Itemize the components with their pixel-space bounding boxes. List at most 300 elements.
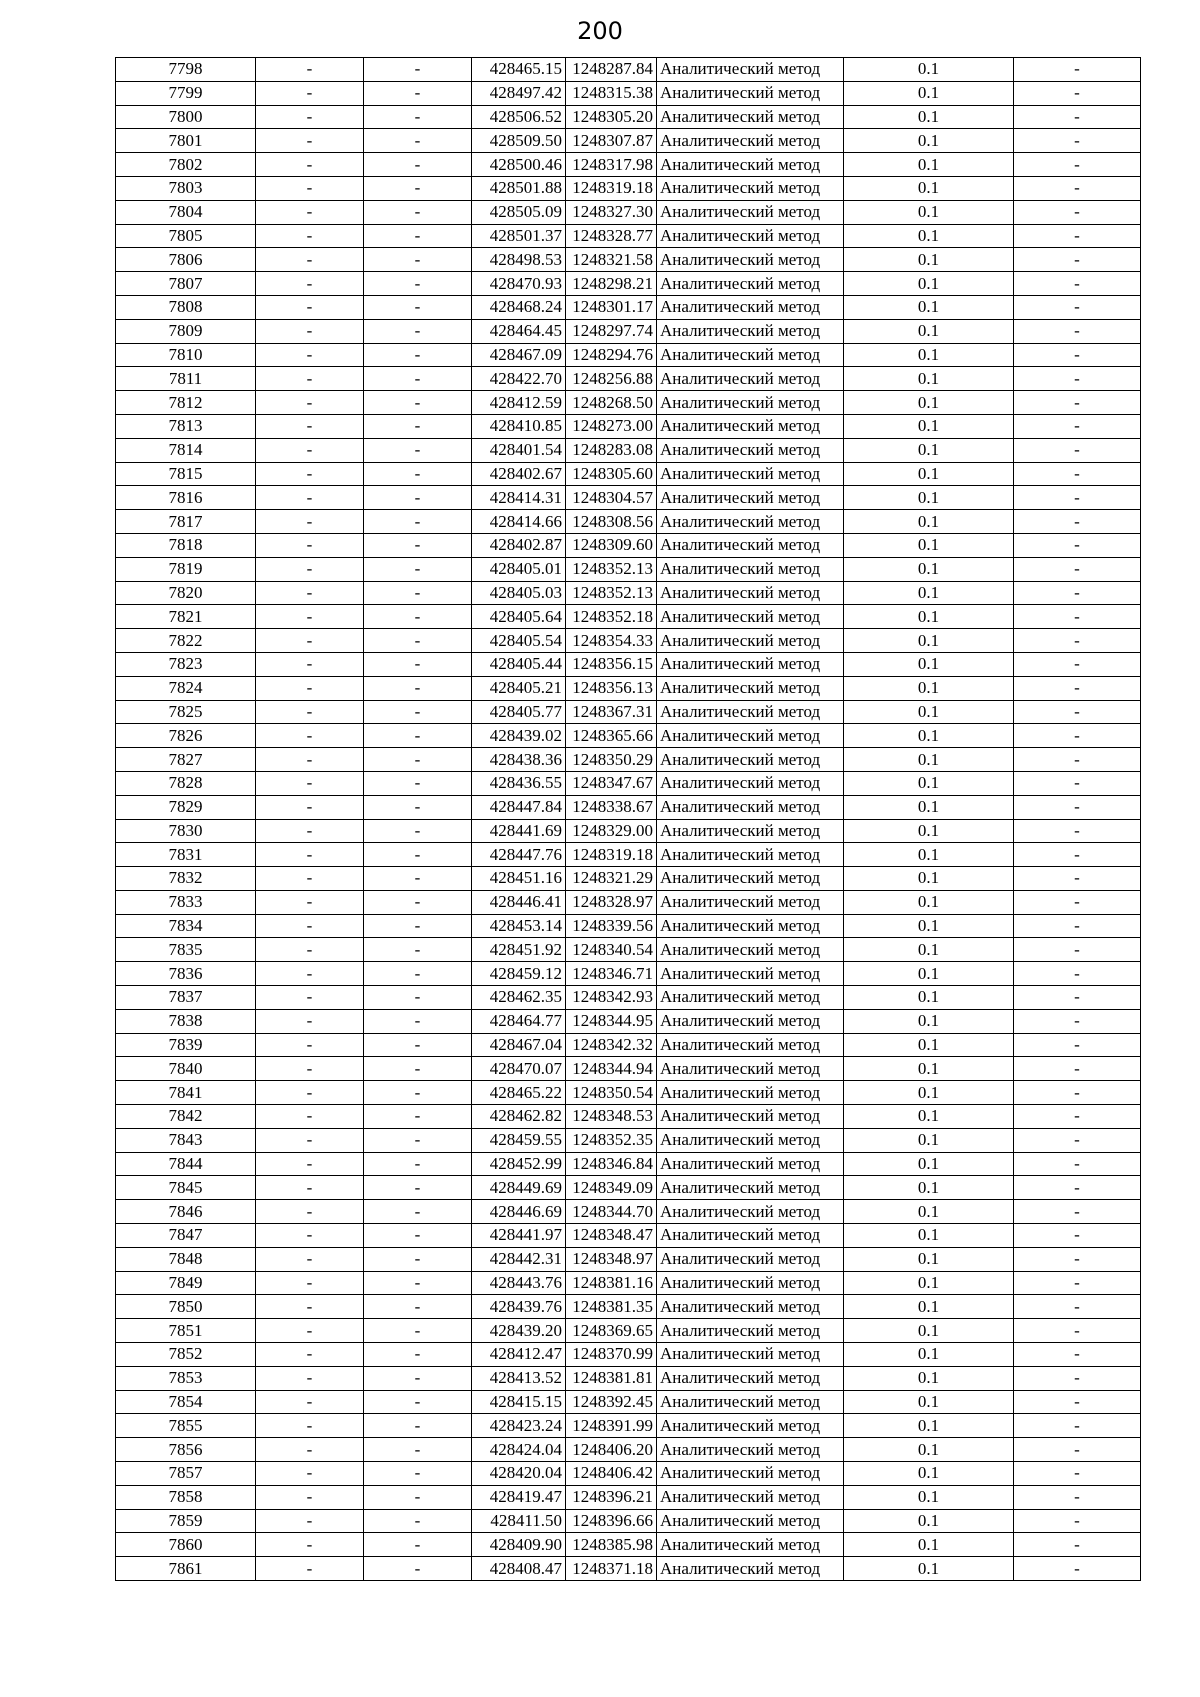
point-number-cell: 7827 <box>116 748 256 772</box>
table-row <box>116 986 1141 1010</box>
note-cell: - <box>1014 1105 1141 1129</box>
precision-cell: 0.1 <box>844 414 1014 438</box>
note-cell: - <box>1014 81 1141 105</box>
y-coordinate-cell: 1248283.08 <box>566 438 657 462</box>
point-number-cell: 7832 <box>116 867 256 891</box>
table-row <box>116 1438 1141 1462</box>
note-cell: - <box>1014 486 1141 510</box>
point-number-cell: 7831 <box>116 843 256 867</box>
method-cell: Аналитический метод <box>657 248 844 272</box>
method-cell: Аналитический метод <box>657 533 844 557</box>
empty-value-cell: - <box>364 248 472 272</box>
method-cell: Аналитический метод <box>657 486 844 510</box>
empty-value-cell: - <box>364 81 472 105</box>
empty-value-cell: - <box>256 200 364 224</box>
note-cell: - <box>1014 533 1141 557</box>
method-cell: Аналитический метод <box>657 367 844 391</box>
precision-cell: 0.1 <box>844 1152 1014 1176</box>
method-cell: Аналитический метод <box>657 652 844 676</box>
method-cell: Аналитический метод <box>657 1533 844 1557</box>
empty-value-cell: - <box>364 914 472 938</box>
x-coordinate-cell: 428441.97 <box>472 1224 566 1248</box>
empty-value-cell: - <box>256 890 364 914</box>
point-number-cell: 7799 <box>116 81 256 105</box>
x-coordinate-cell: 428405.01 <box>472 557 566 581</box>
table-row <box>116 1009 1141 1033</box>
empty-value-cell: - <box>256 1462 364 1486</box>
point-number-cell: 7828 <box>116 771 256 795</box>
y-coordinate-cell: 1248327.30 <box>566 200 657 224</box>
point-number-cell: 7841 <box>116 1081 256 1105</box>
empty-value-cell: - <box>364 367 472 391</box>
method-cell: Аналитический метод <box>657 295 844 319</box>
empty-value-cell: - <box>256 1247 364 1271</box>
empty-value-cell: - <box>256 938 364 962</box>
method-cell: Аналитический метод <box>657 200 844 224</box>
precision-cell: 0.1 <box>844 843 1014 867</box>
method-cell: Аналитический метод <box>657 1485 844 1509</box>
point-number-cell: 7855 <box>116 1414 256 1438</box>
x-coordinate-cell: 428462.82 <box>472 1105 566 1129</box>
method-cell: Аналитический метод <box>657 724 844 748</box>
empty-value-cell: - <box>256 343 364 367</box>
empty-value-cell: - <box>256 1485 364 1509</box>
table-body <box>116 58 1141 1581</box>
empty-value-cell: - <box>256 724 364 748</box>
precision-cell: 0.1 <box>844 1176 1014 1200</box>
empty-value-cell: - <box>364 176 472 200</box>
point-number-cell: 7815 <box>116 462 256 486</box>
table-row <box>116 1152 1141 1176</box>
note-cell: - <box>1014 1462 1141 1486</box>
empty-value-cell: - <box>256 1105 364 1129</box>
empty-value-cell: - <box>364 224 472 248</box>
method-cell: Аналитический метод <box>657 581 844 605</box>
x-coordinate-cell: 428465.15 <box>472 58 566 82</box>
precision-cell: 0.1 <box>844 914 1014 938</box>
empty-value-cell: - <box>256 295 364 319</box>
precision-cell: 0.1 <box>844 1485 1014 1509</box>
empty-value-cell: - <box>256 819 364 843</box>
empty-value-cell: - <box>364 652 472 676</box>
y-coordinate-cell: 1248329.00 <box>566 819 657 843</box>
empty-value-cell: - <box>256 58 364 82</box>
precision-cell: 0.1 <box>844 748 1014 772</box>
table-row <box>116 1414 1141 1438</box>
method-cell: Аналитический метод <box>657 1081 844 1105</box>
empty-value-cell: - <box>364 938 472 962</box>
precision-cell: 0.1 <box>844 129 1014 153</box>
note-cell: - <box>1014 867 1141 891</box>
x-coordinate-cell: 428468.24 <box>472 295 566 319</box>
x-coordinate-cell: 428424.04 <box>472 1438 566 1462</box>
precision-cell: 0.1 <box>844 1081 1014 1105</box>
empty-value-cell: - <box>364 1414 472 1438</box>
note-cell: - <box>1014 1152 1141 1176</box>
precision-cell: 0.1 <box>844 557 1014 581</box>
y-coordinate-cell: 1248396.21 <box>566 1485 657 1509</box>
empty-value-cell: - <box>364 962 472 986</box>
y-coordinate-cell: 1248328.97 <box>566 890 657 914</box>
point-number-cell: 7840 <box>116 1057 256 1081</box>
table-row <box>116 272 1141 296</box>
empty-value-cell: - <box>364 1200 472 1224</box>
method-cell: Аналитический метод <box>657 1152 844 1176</box>
x-coordinate-cell: 428405.54 <box>472 629 566 653</box>
point-number-cell: 7829 <box>116 795 256 819</box>
empty-value-cell: - <box>256 438 364 462</box>
method-cell: Аналитический метод <box>657 510 844 534</box>
note-cell: - <box>1014 414 1141 438</box>
y-coordinate-cell: 1248381.35 <box>566 1295 657 1319</box>
table-row <box>116 1224 1141 1248</box>
empty-value-cell: - <box>256 962 364 986</box>
point-number-cell: 7852 <box>116 1343 256 1367</box>
point-number-cell: 7805 <box>116 224 256 248</box>
point-number-cell: 7824 <box>116 676 256 700</box>
x-coordinate-cell: 428412.59 <box>472 391 566 415</box>
y-coordinate-cell: 1248305.60 <box>566 462 657 486</box>
point-number-cell: 7851 <box>116 1319 256 1343</box>
x-coordinate-cell: 428453.14 <box>472 914 566 938</box>
note-cell: - <box>1014 581 1141 605</box>
y-coordinate-cell: 1248352.18 <box>566 605 657 629</box>
empty-value-cell: - <box>256 153 364 177</box>
empty-value-cell: - <box>256 486 364 510</box>
method-cell: Аналитический метод <box>657 557 844 581</box>
y-coordinate-cell: 1248319.18 <box>566 176 657 200</box>
method-cell: Аналитический метод <box>657 1105 844 1129</box>
table-row <box>116 81 1141 105</box>
method-cell: Аналитический метод <box>657 105 844 129</box>
table-row <box>116 462 1141 486</box>
point-number-cell: 7811 <box>116 367 256 391</box>
point-number-cell: 7854 <box>116 1390 256 1414</box>
table-row <box>116 1319 1141 1343</box>
x-coordinate-cell: 428420.04 <box>472 1462 566 1486</box>
x-coordinate-cell: 428459.55 <box>472 1128 566 1152</box>
empty-value-cell: - <box>364 771 472 795</box>
point-number-cell: 7814 <box>116 438 256 462</box>
x-coordinate-cell: 428467.04 <box>472 1033 566 1057</box>
note-cell: - <box>1014 58 1141 82</box>
precision-cell: 0.1 <box>844 700 1014 724</box>
precision-cell: 0.1 <box>844 1509 1014 1533</box>
empty-value-cell: - <box>256 1438 364 1462</box>
x-coordinate-cell: 428410.85 <box>472 414 566 438</box>
x-coordinate-cell: 428443.76 <box>472 1271 566 1295</box>
method-cell: Аналитический метод <box>657 1009 844 1033</box>
method-cell: Аналитический метод <box>657 700 844 724</box>
x-coordinate-cell: 428402.87 <box>472 533 566 557</box>
empty-value-cell: - <box>364 676 472 700</box>
method-cell: Аналитический метод <box>657 1295 844 1319</box>
table-row <box>116 510 1141 534</box>
method-cell: Аналитический метод <box>657 1390 844 1414</box>
y-coordinate-cell: 1248342.93 <box>566 986 657 1010</box>
note-cell: - <box>1014 391 1141 415</box>
note-cell: - <box>1014 248 1141 272</box>
empty-value-cell: - <box>364 58 472 82</box>
point-number-cell: 7825 <box>116 700 256 724</box>
table-row <box>116 843 1141 867</box>
table-row <box>116 1485 1141 1509</box>
empty-value-cell: - <box>256 700 364 724</box>
method-cell: Аналитический метод <box>657 319 844 343</box>
empty-value-cell: - <box>364 1057 472 1081</box>
empty-value-cell: - <box>256 391 364 415</box>
x-coordinate-cell: 428408.47 <box>472 1557 566 1581</box>
table-row <box>116 105 1141 129</box>
note-cell: - <box>1014 771 1141 795</box>
point-number-cell: 7834 <box>116 914 256 938</box>
precision-cell: 0.1 <box>844 795 1014 819</box>
empty-value-cell: - <box>256 176 364 200</box>
note-cell: - <box>1014 105 1141 129</box>
table-row <box>116 1271 1141 1295</box>
x-coordinate-cell: 428405.44 <box>472 652 566 676</box>
point-number-cell: 7809 <box>116 319 256 343</box>
table-row <box>116 676 1141 700</box>
y-coordinate-cell: 1248321.29 <box>566 867 657 891</box>
empty-value-cell: - <box>364 1224 472 1248</box>
point-number-cell: 7803 <box>116 176 256 200</box>
y-coordinate-cell: 1248391.99 <box>566 1414 657 1438</box>
empty-value-cell: - <box>256 1176 364 1200</box>
point-number-cell: 7853 <box>116 1366 256 1390</box>
method-cell: Аналитический метод <box>657 1414 844 1438</box>
table-row <box>116 1128 1141 1152</box>
precision-cell: 0.1 <box>844 1557 1014 1581</box>
empty-value-cell: - <box>256 1343 364 1367</box>
empty-value-cell: - <box>364 319 472 343</box>
method-cell: Аналитический метод <box>657 176 844 200</box>
precision-cell: 0.1 <box>844 153 1014 177</box>
method-cell: Аналитический метод <box>657 462 844 486</box>
precision-cell: 0.1 <box>844 1247 1014 1271</box>
precision-cell: 0.1 <box>844 533 1014 557</box>
empty-value-cell: - <box>364 890 472 914</box>
method-cell: Аналитический метод <box>657 1557 844 1581</box>
empty-value-cell: - <box>364 629 472 653</box>
note-cell: - <box>1014 1295 1141 1319</box>
point-number-cell: 7806 <box>116 248 256 272</box>
method-cell: Аналитический метод <box>657 343 844 367</box>
note-cell: - <box>1014 1438 1141 1462</box>
x-coordinate-cell: 428459.12 <box>472 962 566 986</box>
table-row <box>116 938 1141 962</box>
note-cell: - <box>1014 1414 1141 1438</box>
note-cell: - <box>1014 1485 1141 1509</box>
y-coordinate-cell: 1248342.32 <box>566 1033 657 1057</box>
empty-value-cell: - <box>364 1438 472 1462</box>
empty-value-cell: - <box>364 1509 472 1533</box>
point-number-cell: 7861 <box>116 1557 256 1581</box>
empty-value-cell: - <box>364 510 472 534</box>
note-cell: - <box>1014 319 1141 343</box>
note-cell: - <box>1014 652 1141 676</box>
precision-cell: 0.1 <box>844 1057 1014 1081</box>
x-coordinate-cell: 428405.21 <box>472 676 566 700</box>
precision-cell: 0.1 <box>844 1319 1014 1343</box>
table-row <box>116 200 1141 224</box>
x-coordinate-cell: 428438.36 <box>472 748 566 772</box>
x-coordinate-cell: 428451.16 <box>472 867 566 891</box>
note-cell: - <box>1014 1343 1141 1367</box>
empty-value-cell: - <box>256 581 364 605</box>
x-coordinate-cell: 428446.69 <box>472 1200 566 1224</box>
empty-value-cell: - <box>364 1533 472 1557</box>
precision-cell: 0.1 <box>844 819 1014 843</box>
point-number-cell: 7860 <box>116 1533 256 1557</box>
precision-cell: 0.1 <box>844 1343 1014 1367</box>
method-cell: Аналитический метод <box>657 224 844 248</box>
precision-cell: 0.1 <box>844 462 1014 486</box>
precision-cell: 0.1 <box>844 1366 1014 1390</box>
y-coordinate-cell: 1248365.66 <box>566 724 657 748</box>
precision-cell: 0.1 <box>844 867 1014 891</box>
x-coordinate-cell: 428422.70 <box>472 367 566 391</box>
table-row <box>116 771 1141 795</box>
point-number-cell: 7821 <box>116 605 256 629</box>
x-coordinate-cell: 428505.09 <box>472 200 566 224</box>
precision-cell: 0.1 <box>844 581 1014 605</box>
empty-value-cell: - <box>364 843 472 867</box>
x-coordinate-cell: 428470.93 <box>472 272 566 296</box>
y-coordinate-cell: 1248348.97 <box>566 1247 657 1271</box>
note-cell: - <box>1014 1081 1141 1105</box>
empty-value-cell: - <box>364 1557 472 1581</box>
table-row <box>116 176 1141 200</box>
table-row <box>116 129 1141 153</box>
precision-cell: 0.1 <box>844 986 1014 1010</box>
precision-cell: 0.1 <box>844 1533 1014 1557</box>
empty-value-cell: - <box>256 1224 364 1248</box>
point-number-cell: 7844 <box>116 1152 256 1176</box>
method-cell: Аналитический метод <box>657 438 844 462</box>
y-coordinate-cell: 1248273.00 <box>566 414 657 438</box>
empty-value-cell: - <box>364 1128 472 1152</box>
table-row <box>116 867 1141 891</box>
empty-value-cell: - <box>256 414 364 438</box>
y-coordinate-cell: 1248352.13 <box>566 557 657 581</box>
point-number-cell: 7847 <box>116 1224 256 1248</box>
empty-value-cell: - <box>364 272 472 296</box>
note-cell: - <box>1014 1247 1141 1271</box>
point-number-cell: 7818 <box>116 533 256 557</box>
empty-value-cell: - <box>256 105 364 129</box>
empty-value-cell: - <box>256 843 364 867</box>
precision-cell: 0.1 <box>844 890 1014 914</box>
empty-value-cell: - <box>256 914 364 938</box>
precision-cell: 0.1 <box>844 391 1014 415</box>
y-coordinate-cell: 1248317.98 <box>566 153 657 177</box>
note-cell: - <box>1014 129 1141 153</box>
y-coordinate-cell: 1248321.58 <box>566 248 657 272</box>
method-cell: Аналитический метод <box>657 1057 844 1081</box>
empty-value-cell: - <box>364 724 472 748</box>
precision-cell: 0.1 <box>844 200 1014 224</box>
point-number-cell: 7819 <box>116 557 256 581</box>
empty-value-cell: - <box>364 1485 472 1509</box>
table-row <box>116 1057 1141 1081</box>
point-number-cell: 7804 <box>116 200 256 224</box>
table-row <box>116 914 1141 938</box>
precision-cell: 0.1 <box>844 176 1014 200</box>
x-coordinate-cell: 428447.84 <box>472 795 566 819</box>
empty-value-cell: - <box>256 1200 364 1224</box>
x-coordinate-cell: 428412.47 <box>472 1343 566 1367</box>
table-row <box>116 581 1141 605</box>
empty-value-cell: - <box>256 1009 364 1033</box>
point-number-cell: 7848 <box>116 1247 256 1271</box>
table-row <box>116 1105 1141 1129</box>
point-number-cell: 7802 <box>116 153 256 177</box>
precision-cell: 0.1 <box>844 1295 1014 1319</box>
point-number-cell: 7857 <box>116 1462 256 1486</box>
method-cell: Аналитический метод <box>657 748 844 772</box>
point-number-cell: 7842 <box>116 1105 256 1129</box>
method-cell: Аналитический метод <box>657 867 844 891</box>
method-cell: Аналитический метод <box>657 605 844 629</box>
x-coordinate-cell: 428415.15 <box>472 1390 566 1414</box>
method-cell: Аналитический метод <box>657 1509 844 1533</box>
empty-value-cell: - <box>256 1533 364 1557</box>
empty-value-cell: - <box>256 1128 364 1152</box>
y-coordinate-cell: 1248268.50 <box>566 391 657 415</box>
method-cell: Аналитический метод <box>657 272 844 296</box>
note-cell: - <box>1014 1176 1141 1200</box>
empty-value-cell: - <box>364 1152 472 1176</box>
table-row <box>116 1176 1141 1200</box>
note-cell: - <box>1014 676 1141 700</box>
note-cell: - <box>1014 605 1141 629</box>
table-row <box>116 890 1141 914</box>
empty-value-cell: - <box>256 1319 364 1343</box>
empty-value-cell: - <box>364 819 472 843</box>
note-cell: - <box>1014 510 1141 534</box>
empty-value-cell: - <box>364 391 472 415</box>
method-cell: Аналитический метод <box>657 1343 844 1367</box>
y-coordinate-cell: 1248350.29 <box>566 748 657 772</box>
note-cell: - <box>1014 295 1141 319</box>
x-coordinate-cell: 428419.47 <box>472 1485 566 1509</box>
method-cell: Аналитический метод <box>657 986 844 1010</box>
precision-cell: 0.1 <box>844 343 1014 367</box>
point-number-cell: 7816 <box>116 486 256 510</box>
empty-value-cell: - <box>364 748 472 772</box>
y-coordinate-cell: 1248406.20 <box>566 1438 657 1462</box>
table-row <box>116 819 1141 843</box>
empty-value-cell: - <box>256 1057 364 1081</box>
table-row <box>116 1509 1141 1533</box>
note-cell: - <box>1014 819 1141 843</box>
point-number-cell: 7845 <box>116 1176 256 1200</box>
method-cell: Аналитический метод <box>657 676 844 700</box>
empty-value-cell: - <box>364 486 472 510</box>
note-cell: - <box>1014 1271 1141 1295</box>
y-coordinate-cell: 1248297.74 <box>566 319 657 343</box>
x-coordinate-cell: 428451.92 <box>472 938 566 962</box>
note-cell: - <box>1014 629 1141 653</box>
x-coordinate-cell: 428441.69 <box>472 819 566 843</box>
method-cell: Аналитический метод <box>657 1366 844 1390</box>
empty-value-cell: - <box>256 605 364 629</box>
method-cell: Аналитический метод <box>657 819 844 843</box>
table-row <box>116 795 1141 819</box>
y-coordinate-cell: 1248348.47 <box>566 1224 657 1248</box>
precision-cell: 0.1 <box>844 224 1014 248</box>
